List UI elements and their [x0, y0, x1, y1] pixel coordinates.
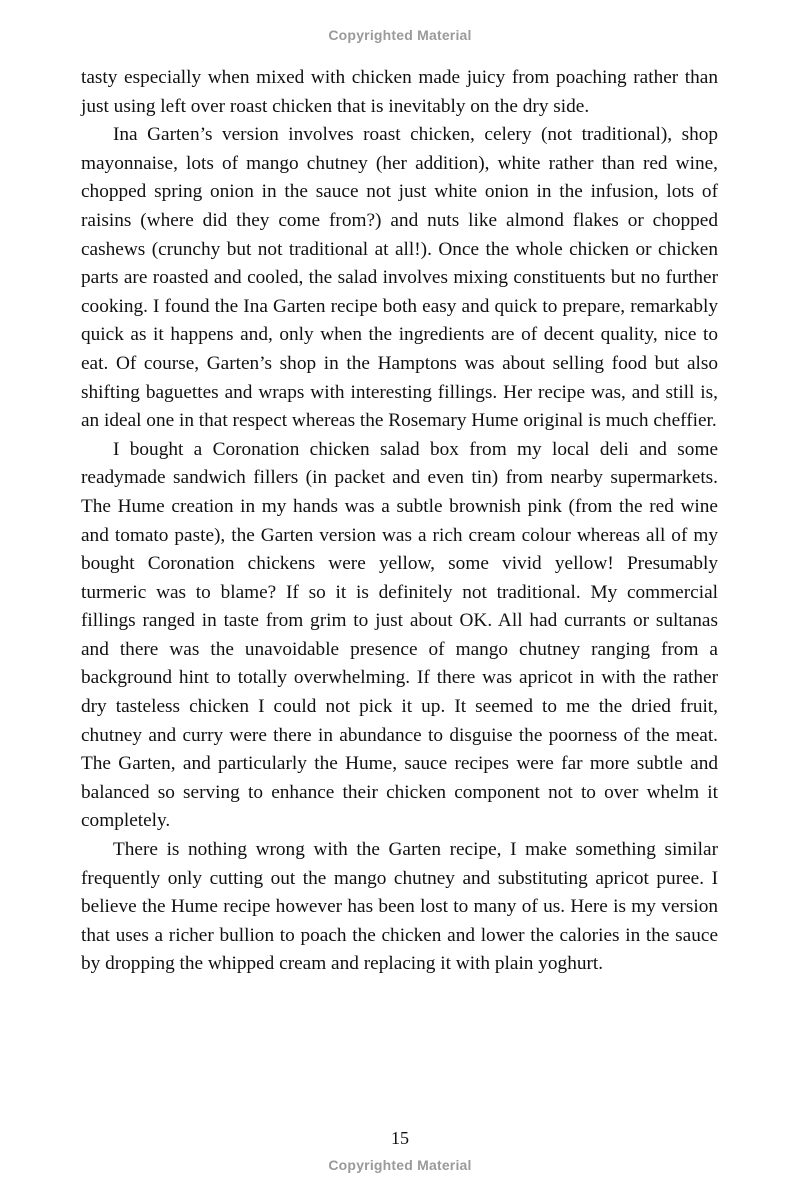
page-number: 15	[391, 1128, 409, 1148]
copyright-watermark-bottom: Copyrighted Material	[328, 1157, 472, 1173]
copyright-watermark-top: Copyrighted Material	[328, 27, 472, 43]
body-text	[81, 64, 718, 979]
paragraph-garten-version: Ina Garten’s version involves roast chicken, celery (not traditional), shop mayonnaise, lots of mango chutney (her addition), white rather than red wine, chopped spring onion in the sauce not just white onion in the infusion, lots of raisins (where did they come from?) and nuts like almond flakes or chopped cashews (crunchy but not traditional at all!). Once the whole chicken or chicken parts are roasted and cooled, the salad involves mixing constituents but no further cooking. I found the Ina Garten recipe both easy and quick to prepare, remarkably quick as it happens and, only when the ingredients are of decent quality, nice to eat. Of course, Garten’s shop in the Hamptons was about selling food but also shifting baguettes and wraps with interesting fillings. Her recipe was, and still is, an ideal one in that respect whereas the Rosemary Hume original is much cheffier.	[81, 124, 718, 432]
paragraph-bought-salads: I bought a Coronation chicken salad box from my local deli and some readymade sandwich fillers (in packet and even tin) from nearby supermarkets. The Hume creation in my hands was a subtle brownish pink (from the red wine and tomato paste), the Garten version was a rich cream colour whereas all of my bought Coronation chickens were yellow, some vivid yellow! Presumably turmeric was to blame? If so it is definitely not traditional. My commercial fillings ranged in taste from grim to just about OK. All had currants or sultanas and there was the unavoidable presence of mango chutney ranging from a background hint to totally overwhelming. If there was apricot in with the rather dry tasteless chicken I could not pick it up. It seemed to me the dried fruit, chutney and curry were there in abundance to disguise the poorness of the meat. The Garten, and particularly the Hume, sauce recipes were far more subtle and balanced so serving to enhance their chicken component not to over whelm it completely.	[81, 438, 718, 832]
paragraph-continuation: tasty especially when mixed with chicken made juicy from poaching rather than just using left over roast chicken that is inevitably on the dry side.	[81, 67, 718, 117]
paragraph-my-version: There is nothing wrong with the Garten recipe, I make something similar frequently only cutting out the mango chutney and substituting apricot puree. I believe the Hume recipe however has been lost to many of us. Here is my version that uses a richer bullion to poach the chicken and lower the calories in the sauce by dropping the whipped cream and replacing it with plain yoghurt.	[81, 839, 718, 975]
